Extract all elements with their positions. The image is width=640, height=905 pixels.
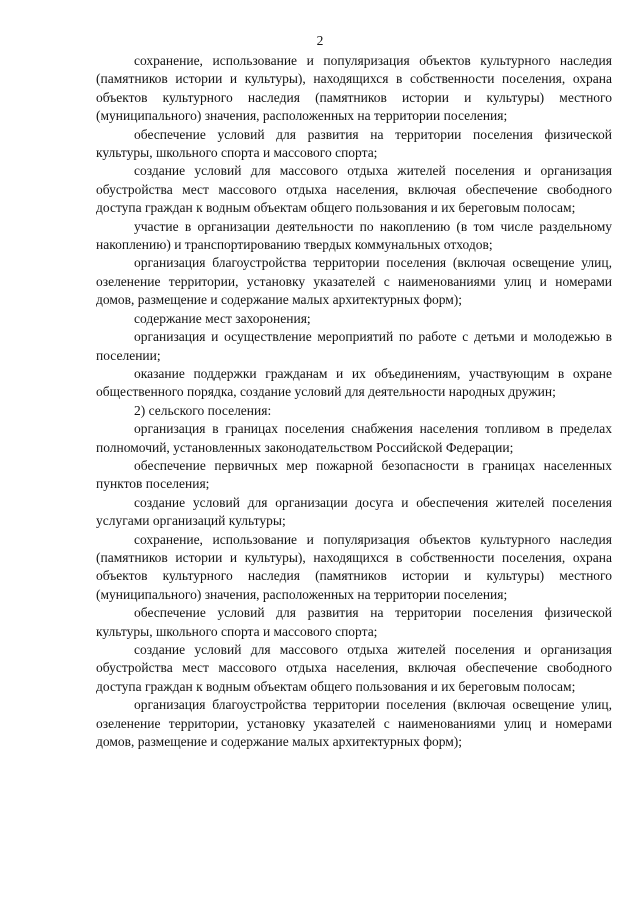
paragraph-youth-work: организация и осуществление мероприятий по работе с детьми и молодежью в поселении; [96, 329, 612, 363]
paragraph-improvement: организация благоустройства территории поселения (включая освещение улиц, озеленение территории, установку указателей с наименованиями улиц и номерами домов, размещение и содержание малых архитектурных форм); [96, 255, 612, 308]
paragraph-physical-culture-rural: обеспечение условий для развития на территории поселения физической культуры, школьного спорта и массового спорта; [96, 605, 612, 639]
paragraph-waste-management: участие в организации деятельности по накоплению (в том числе раздельному накоплению) и транспортированию твердых коммунальных отходов; [96, 218, 612, 253]
section-heading-rural-settlement: 2) сельского поселения: [134, 402, 272, 418]
paragraph-cultural-heritage-rural: сохранение, использование и популяризация объектов культурного наследия (памятников истории и культуры), находящихся в собственности поселения, охрана объектов культурного наследия (памятников истории и культуры) местного (муниципального) значения, расположенных на территории поселения; [96, 531, 612, 602]
paragraph-improvement-rural: организация благоустройства территории поселения (включая освещение улиц, озеленение территории, установку указателей с наименованиями улиц и номерами домов, размещение и содержание малых архитектурных форм); [96, 697, 612, 750]
paragraph-fuel-supply: организация в границах поселения снабжения населения топливом в пределах полномочий, установленных законодательством Российской Федерации; [96, 421, 612, 455]
page-number: 2 [316, 33, 324, 48]
paragraph-mass-recreation: создание условий для массового отдыха жителей поселения и организация обустройства мест массового отдыха населения, включая обеспечение свободного доступа граждан к водным объектам общего пользования и их береговым полосам; [96, 163, 612, 216]
document-body [96, 52, 612, 751]
paragraph-mass-recreation-rural: создание условий для массового отдыха жителей поселения и организация обустройства мест массового отдыха населения, включая обеспечение свободного доступа граждан к водным объектам общего пользования и их береговым полосам; [96, 642, 612, 694]
paragraph-burial-places: содержание мест захоронения; [134, 310, 311, 326]
paragraph-physical-culture: обеспечение условий для развития на территории поселения физической культуры, школьного спорта и массового спорта; [96, 126, 612, 161]
paragraph-public-order: оказание поддержки гражданам и их объединениям, участвующим в охране общественного порядка, создание условий для деятельности народных дружин; [96, 365, 612, 400]
paragraph-leisure: создание условий для организации досуга и обеспечения жителей поселения услугами организаций культуры; [96, 494, 612, 529]
paragraph-cultural-heritage: сохранение, использование и популяризация объектов культурного наследия (памятников истории и культуры), находящихся в собственности поселения, охрана объектов культурного наследия (памятников истории и культуры) местного (муниципального) значения, расположенных на территории поселения; [96, 53, 612, 124]
paragraph-fire-safety: обеспечение первичных мер пожарной безопасности в границах населенных пунктов поселения; [96, 457, 612, 492]
